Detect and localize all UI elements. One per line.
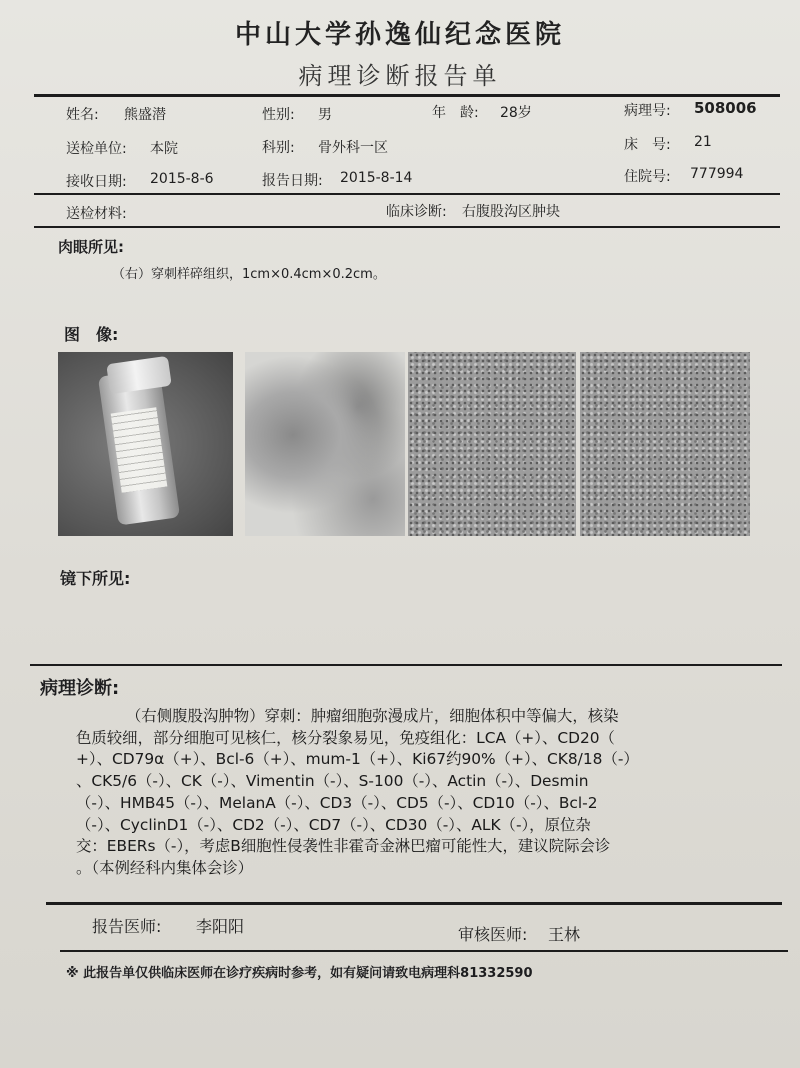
info-bottom-rule: [34, 226, 780, 228]
diagnosis-line: （-）、HMB45（-）、MelanA（-）、CD3（-）、CD5（-）、CD10（-）、Bcl-2: [76, 793, 598, 812]
dept-label: 送检单位:: [66, 141, 127, 157]
image-strip: [0, 352, 800, 536]
reporter-label: 报告医师:: [92, 917, 162, 936]
diagnosis-line: 色质较细，部分细胞可见核仁，核分裂象易见，免疫组化：LCA（+）、CD20（: [76, 728, 615, 747]
diagnosis-line: （右侧腹股沟肿物）穿刺：肿瘤细胞弥漫成片，细胞体积中等偏大，核染: [126, 707, 619, 725]
high-power-micrograph-1: [408, 352, 576, 536]
received-value: 2015-8-6: [150, 171, 214, 187]
diagnosis-rule: [30, 664, 782, 666]
info-rule: [34, 193, 780, 195]
name-value: 熊盛潜: [124, 107, 166, 123]
received-label: 接收日期:: [66, 174, 127, 190]
images-heading: 图 像:: [64, 325, 119, 344]
bed-label: 床 号:: [624, 137, 671, 153]
diagnosis-line: 。（本例经科内集体会诊）: [76, 858, 253, 877]
section-label: 科别:: [262, 140, 295, 156]
path-no-label: 病理号:: [624, 103, 671, 119]
diagnosis-line: +）、CD79α（+）、Bcl-6（+）、mum-1（+）、Ki67约90%（+）、CK8/18（-）: [76, 750, 639, 769]
report-date-label: 报告日期:: [262, 173, 323, 189]
footer-note: ※ 此报告单仅供临床医师在诊疗疾病时参考，如有疑问请致电病理科81332590: [66, 966, 533, 981]
reviewer-name: 王林: [548, 925, 581, 944]
name-label: 姓名:: [66, 107, 99, 123]
dept-value: 本院: [150, 141, 178, 157]
hospital-name: 中山大学孙逸仙纪念医院: [234, 20, 565, 50]
bed-value: 21: [694, 134, 712, 150]
specimen-label: 送检材料:: [66, 206, 127, 222]
report-date-value: 2015-8-14: [340, 170, 413, 186]
diagnosis-line: （-）、CyclinD1（-）、CD2（-）、CD7（-）、CD30（-）、ALK（-），原位杂: [76, 815, 591, 834]
reviewer-label: 审核医师:: [458, 925, 528, 944]
diagnosis-line: 交：EBERs（-），考虑B细胞性侵袭性非霍奇金淋巴瘤可能性大，建议院际会诊: [76, 837, 611, 856]
microscopic-heading: 镜下所见:: [60, 569, 131, 588]
path-no-value: 508006: [694, 99, 757, 117]
specimen-jar-photo: [58, 352, 233, 536]
gender-value: 男: [318, 107, 332, 123]
signature-rule: [46, 902, 782, 905]
footer-rule: [60, 950, 788, 952]
reporter-name: 李阳阳: [196, 917, 245, 936]
header-rule: [34, 94, 780, 97]
inpatient-value: 777994: [690, 166, 744, 182]
age-label: 年 龄:: [432, 105, 479, 121]
gross-text: （右）穿刺样碎组织，1cm×0.4cm×0.2cm。: [112, 267, 386, 282]
gender-label: 性别:: [262, 107, 295, 123]
low-power-micrograph: [245, 352, 405, 536]
diagnosis-heading: 病理诊断:: [40, 678, 120, 699]
diagnosis-text: [76, 706, 776, 880]
diagnosis-line: 、CK5/6（-）、CK（-）、Vimentin（-）、S-100（-）、Actin（-）、Desmin: [76, 772, 589, 791]
high-power-micrograph-2: [580, 352, 750, 536]
gross-heading: 肉眼所见:: [58, 238, 124, 256]
age-value: 28岁: [500, 105, 532, 121]
inpatient-label: 住院号:: [624, 169, 671, 185]
clinical-value: 右腹股沟区肿块: [462, 204, 560, 220]
section-value: 骨外科一区: [318, 140, 388, 156]
clinical-label: 临床诊断:: [386, 204, 447, 220]
report-title: 病理诊断报告单: [298, 62, 502, 90]
